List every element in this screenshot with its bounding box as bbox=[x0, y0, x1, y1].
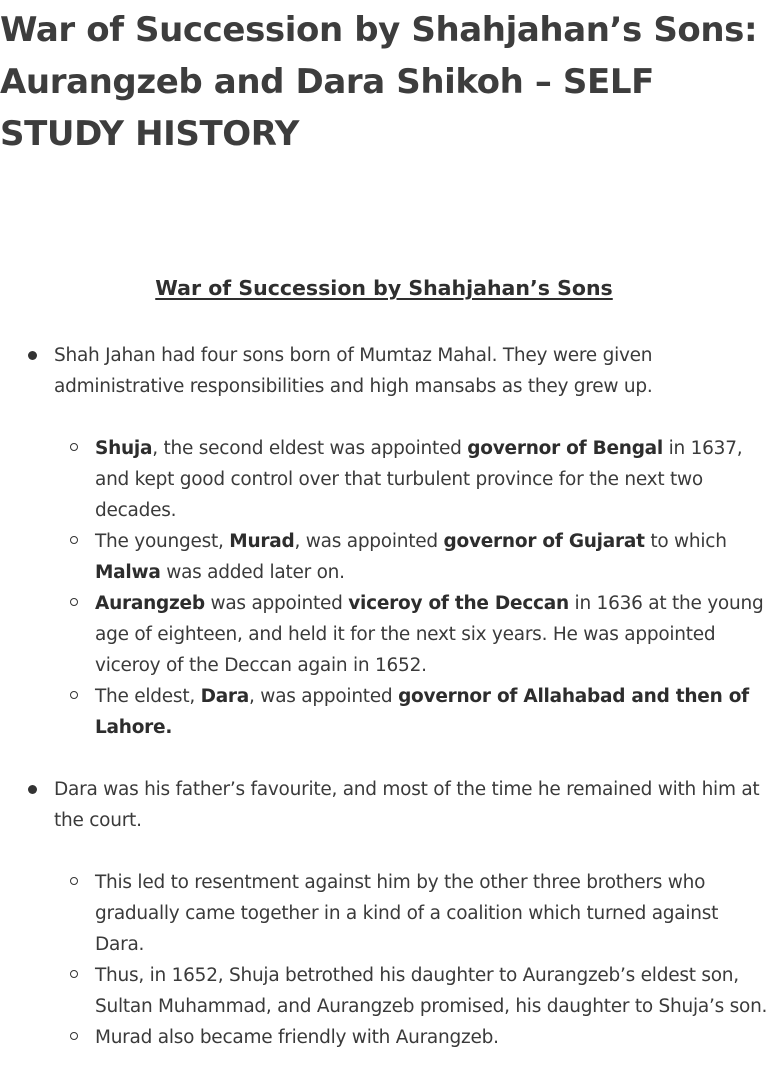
list-item: This led to resentment against him by the other three brothers who gradually came together in a kind of a coalition which turned against Dara. bbox=[54, 867, 768, 960]
sub-list bbox=[54, 433, 768, 743]
list-item: Murad also became friendly with Aurangzeb. bbox=[54, 1022, 768, 1053]
list-text: , was appointed bbox=[294, 531, 444, 552]
list-text: , the second eldest was appointed bbox=[152, 438, 468, 459]
list-item bbox=[54, 681, 768, 743]
list-text: to which bbox=[644, 531, 727, 552]
list-text: , was appointed bbox=[249, 686, 399, 707]
article-content bbox=[0, 340, 768, 1084]
bold-text: governor of Gujarat bbox=[443, 531, 645, 552]
bold-text: Dara bbox=[200, 686, 250, 707]
page-title: War of Succession by Shahjahan’s Sons: Aurangzeb and Dara Shikoh – SELF STUDY HISTORY bbox=[0, 10, 758, 154]
sub-list bbox=[54, 867, 768, 1053]
list-item bbox=[54, 433, 768, 526]
list-text: was appointed bbox=[204, 593, 349, 614]
bullet-text: Shah Jahan had four sons born of Mumtaz Mahal. They were given administrative responsibilities and high mansabs as they grew up. bbox=[54, 345, 653, 397]
list-text: was added later on. bbox=[160, 562, 345, 583]
bold-text: viceroy of the Deccan bbox=[348, 593, 569, 614]
bold-text: Aurangzeb bbox=[95, 593, 205, 614]
list-item bbox=[54, 526, 768, 588]
list-item bbox=[0, 340, 768, 743]
bullet-text: Dara was his father’s favourite, and most of the time he remained with him at the court. bbox=[54, 779, 760, 831]
bold-text: governor of Allahabad and then of Lahore. bbox=[95, 686, 749, 738]
list-item: Thus, in 1652, Shuja betrothed his daughter to Aurangzeb’s eldest son, Sultan Muhammad, and Aurangzeb promised, his daughter to Shuja’s son. bbox=[54, 960, 768, 1022]
bold-text: Malwa bbox=[95, 562, 161, 583]
list-text: in 1636 at the young age of eighteen, and held it for the next six years. He was appointed viceroy of the Deccan again in 1652. bbox=[95, 593, 764, 676]
bold-text: Murad bbox=[229, 531, 295, 552]
list-text: The youngest, bbox=[95, 531, 230, 552]
list-item bbox=[54, 588, 768, 681]
bold-text: Shuja bbox=[95, 438, 153, 459]
bold-text: governor of Bengal bbox=[467, 438, 664, 459]
list-text: The eldest, bbox=[95, 686, 201, 707]
list-item bbox=[0, 774, 768, 1053]
list-text: in 1637, and kept good control over that turbulent province for the next two decades. bbox=[95, 438, 743, 521]
section-heading: War of Succession by Shahjahan’s Sons bbox=[155, 276, 613, 300]
bullet-list bbox=[0, 340, 768, 1053]
